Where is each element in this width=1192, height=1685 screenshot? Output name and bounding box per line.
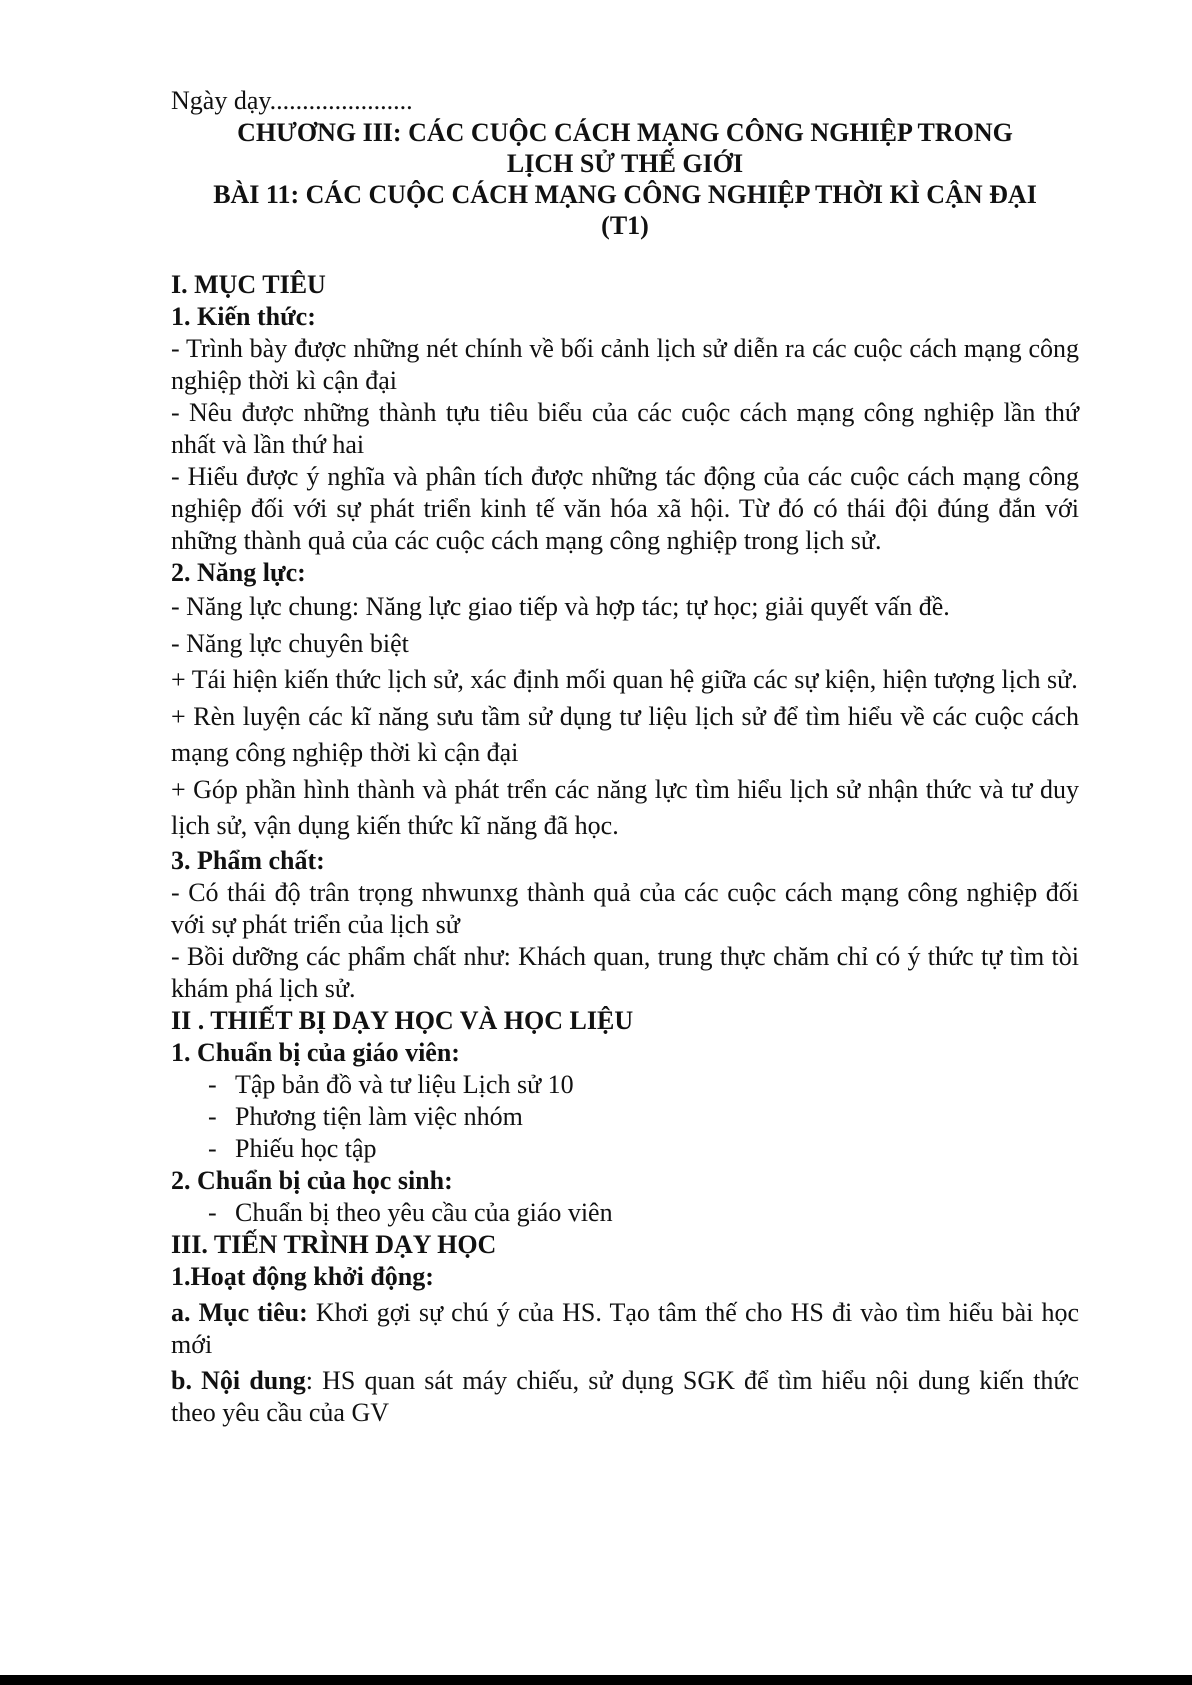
activity-content-label: b. Nội dung xyxy=(171,1365,306,1395)
activity-goal-text: Khơi gợi sự chú ý của HS. Tạo tâm thế cho HS đi vào tìm hiểu bài học mới xyxy=(171,1297,1079,1359)
page-bottom-edge xyxy=(0,1675,1192,1685)
knowledge-title: 1. Kiến thức: xyxy=(171,302,316,331)
lesson-title-line-2: (T1) xyxy=(601,211,649,240)
section-objectives-title: I. MỤC TIÊU xyxy=(171,270,326,299)
activity-content xyxy=(171,1365,1079,1429)
teacher-prep-text: Tập bản đồ và tư liệu Lịch sử 10 xyxy=(235,1069,574,1099)
teacher-prep-text: Phương tiện làm việc nhóm xyxy=(235,1101,523,1131)
teacher-prep-item xyxy=(171,1069,1079,1101)
competence-item: + Tái hiện kiến thức lịch sử, xác định mối quan hệ giữa các sự kiện, hiện tượng lịch sử. xyxy=(171,665,1078,694)
chapter-title-line-2: LỊCH SỬ THẾ GIỚI xyxy=(506,149,744,178)
knowledge-item: - Trình bày được những nét chính về bối cảnh lịch sử diễn ra các cuộc cách mạng công nghiệp thời kì cận đại xyxy=(171,334,1079,395)
student-prep-title: 2. Chuẩn bị của học sinh: xyxy=(171,1165,453,1195)
knowledge-item: - Nêu được những thành tựu tiêu biểu của các cuộc cách mạng công nghiệp lần thứ nhất và lần thứ hai xyxy=(171,398,1079,459)
activity-goal-label: a. Mục tiêu: xyxy=(171,1297,308,1327)
teacher-prep-title: 1. Chuẩn bị của giáo viên: xyxy=(171,1037,460,1067)
quality-title: 3. Phẩm chất: xyxy=(171,845,325,875)
teacher-prep-item xyxy=(171,1101,1079,1133)
quality-item: - Bồi dưỡng các phẩm chất như: Khách quan, trung thực chăm chỉ có ý thức tự tìm tòi khám phá lịch sử. xyxy=(171,941,1079,1003)
competence-item: - Năng lực chung: Năng lực giao tiếp và hợp tác; tự học; giải quyết vấn đề. xyxy=(171,592,950,621)
bullet-dash: - xyxy=(208,1101,217,1131)
knowledge-item: - Hiểu được ý nghĩa và phân tích được những tác động của các cuộc cách mạng công nghiệp đối với sự phát triển kinh tế văn hóa xã hội. Từ đó có thái đội đúng đắn với những thành quả của các cuộc cách mạng công nghiệp trong lịch sử. xyxy=(171,462,1079,555)
competence-item: + Rèn luyện các kĩ năng sưu tầm sử dụng tư liệu lịch sử để tìm hiểu về các cuộc cách mạng công nghiệp thời kì cận đại xyxy=(171,701,1079,767)
bullet-dash: - xyxy=(208,1069,217,1099)
chapter-title xyxy=(171,117,1079,179)
document-content xyxy=(171,85,1079,1429)
section-equipment-title: II . THIẾT BỊ DẠY HỌC VÀ HỌC LIỆU xyxy=(171,1005,634,1035)
quality-item: - Có thái độ trân trọng nhwunxg thành quả của các cuộc cách mạng công nghiệp đối với sự phát triển của lịch sử xyxy=(171,877,1079,939)
competence-item: + Góp phần hình thành và phát trển các năng lực tìm hiểu lịch sử nhận thức và tư duy lịch sử, vận dụng kiến thức kĩ năng đã học. xyxy=(171,774,1079,840)
student-prep-item xyxy=(171,1197,1079,1229)
activity-title: 1.Hoạt động khởi động: xyxy=(171,1261,434,1291)
section-process-title: III. TIẾN TRÌNH DẠY HỌC xyxy=(171,1229,497,1259)
activity-goal xyxy=(171,1297,1079,1361)
teacher-prep-item xyxy=(171,1133,1079,1165)
lesson-title xyxy=(171,179,1079,241)
student-prep-text: Chuẩn bị theo yêu cầu của giáo viên xyxy=(235,1197,613,1227)
chapter-title-line-1: CHƯƠNG III: CÁC CUỘC CÁCH MẠNG CÔNG NGHIỆP TRONG xyxy=(237,118,1013,147)
competence-title: 2. Năng lực: xyxy=(171,558,306,587)
date-line: Ngày dạy...................... xyxy=(171,86,413,115)
bullet-dash: - xyxy=(208,1197,217,1227)
lesson-title-line-1: BÀI 11: CÁC CUỘC CÁCH MẠNG CÔNG NGHIỆP THỜI KÌ CẬN ĐẠI xyxy=(213,180,1037,209)
teacher-prep-text: Phiếu học tập xyxy=(235,1133,377,1163)
competence-item: - Năng lực chuyên biệt xyxy=(171,628,409,658)
bullet-dash: - xyxy=(208,1133,217,1163)
activity-content-text: : HS quan sát máy chiếu, sử dụng SGK để tìm hiểu nội dung kiến thức theo yêu cầu của GV xyxy=(171,1365,1079,1427)
